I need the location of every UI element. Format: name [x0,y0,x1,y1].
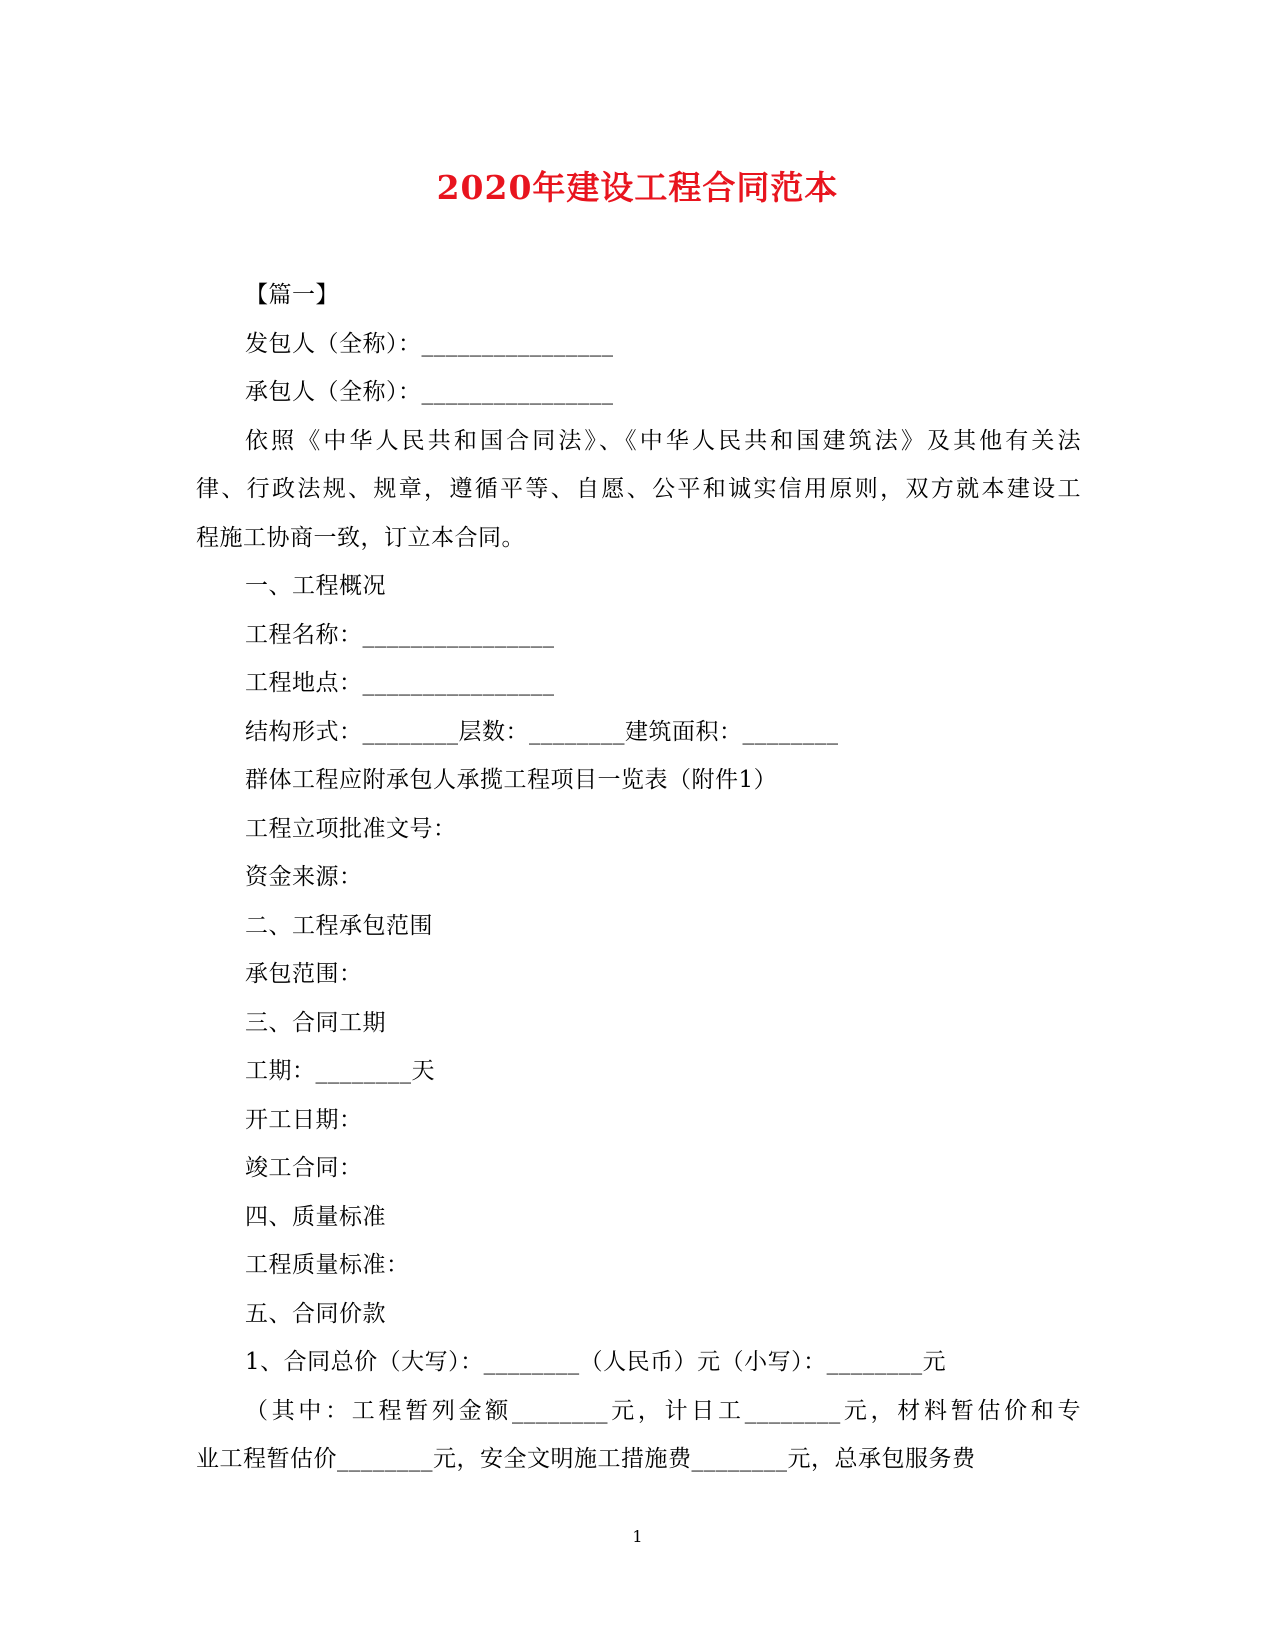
contract-price-field: 1、合同总价（大写）：________（人民币）元（小写）：________元 [245,1349,947,1375]
project-location-field: 工程地点：________________ [245,670,555,696]
duration-field: 工期：________天 [245,1058,435,1084]
section-heading-part-one: 【篇一】 [245,282,339,308]
document-line: 群体工程应附承包人承揽工程项目一览表（附件1） [245,767,778,793]
employer-field: 发包人（全称）：________________ [245,330,614,357]
paragraph-line: 律、行政法规、规章，遵循平等、自愿、公平和诚实信用原则，双方就本建设工 [196,476,1081,502]
section-heading: 二、工程承包范围 [245,912,433,939]
approval-number-field: 工程立项批准文号： [245,815,457,842]
paragraph-line: （其中：工程暂列金额________元，计日工________元，材料暂估价和专 [245,1397,1081,1424]
section-heading: 三、合同工期 [245,1009,386,1036]
document-body [196,271,1081,1484]
funding-source-field: 资金来源： [245,864,363,890]
contractor-field: 承包人（全称）：________________ [245,379,614,405]
page-number: 1 [632,1527,643,1546]
project-name-field: 工程名称：________________ [245,621,555,648]
paragraph-line: 程施工协商一致，订立本合同。 [196,524,525,551]
section-heading: 一、工程概况 [245,573,386,599]
scope-field: 承包范围： [245,961,363,987]
start-date-field: 开工日期： [245,1106,363,1133]
paragraph-line: 依照《中华人民共和国合同法》、《中华人民共和国建筑法》及其他有关法 [245,427,1081,454]
paragraph-line: 业工程暂估价________元，安全文明施工措施费________元，总承包服务费 [196,1446,976,1472]
structure-fields: 结构形式：________层数：________建筑面积：________ [245,718,839,745]
section-heading: 四、质量标准 [245,1203,386,1230]
section-heading: 五、合同价款 [245,1300,386,1327]
completion-field: 竣工合同： [245,1155,363,1181]
document-title: 2020年建设工程合同范本 [436,168,839,207]
quality-standard-field: 工程质量标准： [245,1252,410,1278]
